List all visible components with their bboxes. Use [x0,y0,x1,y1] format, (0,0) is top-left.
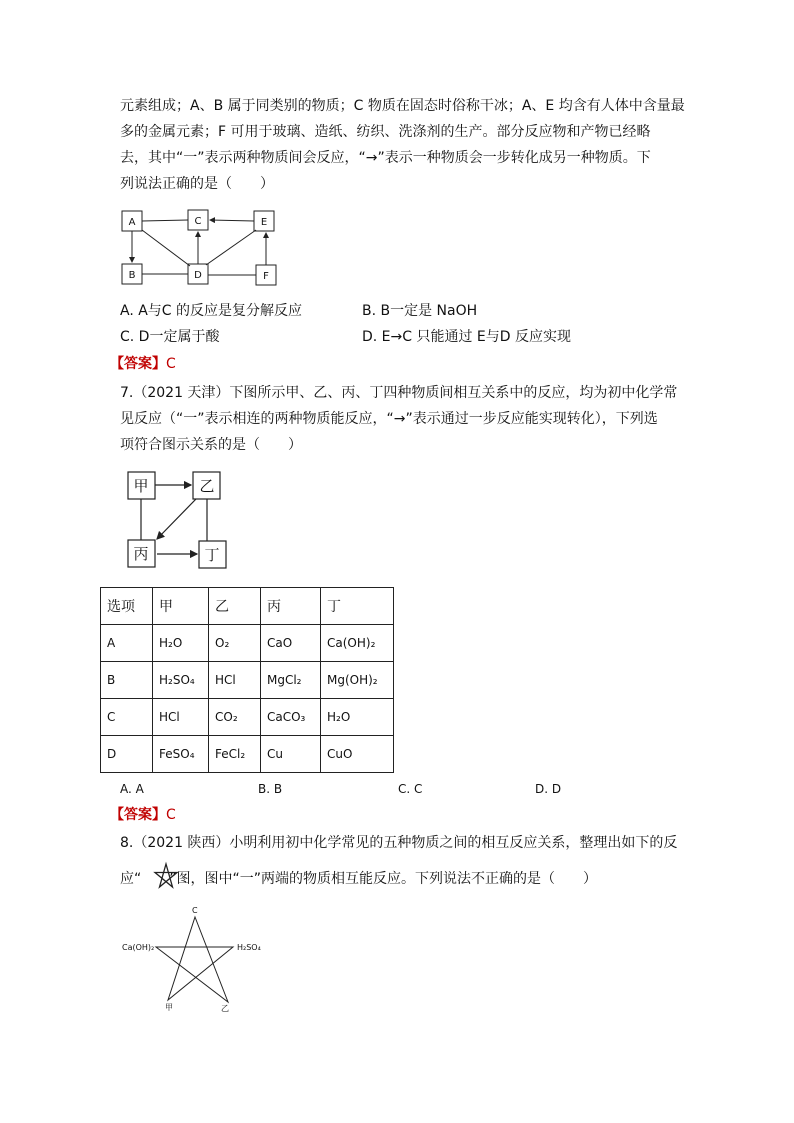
answer-value: C [166,807,176,823]
header-cell: 丙 [261,588,321,625]
answer-label: 【答案】 [110,356,166,372]
table-cell: MgCl₂ [261,662,321,699]
table-cell: D [101,736,153,773]
q7-text-line-2: 见反应（“一”表示相连的两种物质能反应，“→”表示通过一步反应能实现转化），下列选 [120,411,658,427]
node-bing: 丙 [133,545,149,563]
table-cell: HCl [153,699,209,736]
table-cell: C [101,699,153,736]
q7-option-b: B. B [258,782,283,796]
table-cell: CO₂ [209,699,261,736]
star-label-top: C [192,906,198,915]
q8-line2-post: ”图，图中“一”两端的物质相互能反应。下列说法不正确的是（ ） [169,871,598,887]
q6-option-a: A. A与C 的反应是复分解反应 [120,303,303,319]
table-cell: FeSO₄ [153,736,209,773]
q6-text-line-1: 元素组成；A、B 属于同类别的物质；C 物质在固态时俗称干冰；A、E 均含有人体中含量最 [120,98,685,114]
table-cell: A [101,625,153,662]
q8-text-line-1: 8.（2021 陕西）小明利用初中化学常见的五种物质之间的相互反应关系，整理出如下的反 [120,835,678,851]
header-cell: 丁 [321,588,394,625]
q7-option-a: A. A [120,782,144,796]
q6-text-line-3: 去，其中“一”表示两种物质间会反应，“→”表示一种物质会一步转化成另一种物质。下 [120,150,651,166]
header-cell: 甲 [153,588,209,625]
node-d: D [194,270,202,281]
table-cell: H₂O [321,699,394,736]
node-jia: 甲 [133,477,149,495]
q6-option-d: D. E→C 只能通过 E与D 反应实现 [362,329,572,345]
table-cell: CaO [261,625,321,662]
node-a: A [128,217,136,228]
table-cell: HCl [209,662,261,699]
q7-text-line-3: 项符合图示关系的是（ ） [120,437,302,453]
node-f: F [263,271,269,282]
q6-text-line-4: 列说法正确的是（ ） [120,176,274,192]
table-cell: B [101,662,153,699]
star-label-bottom-right: 乙 [221,1004,229,1013]
answer-label: 【答案】 [110,807,166,823]
table-cell: H₂SO₄ [153,662,209,699]
table-cell: O₂ [209,625,261,662]
q7-option-c: C. C [398,782,423,796]
answer-value: C [166,356,176,372]
header-cell: 选项 [101,588,153,625]
table-cell: FeCl₂ [209,736,261,773]
table-cell: CaCO₃ [261,699,321,736]
table-cell: CuO [321,736,394,773]
node-yi: 乙 [199,477,215,495]
table-cell: Cu [261,736,321,773]
star-label-right: H₂SO₄ [237,943,261,952]
q6-option-c: C. D一定属于酸 [120,329,220,345]
node-ding: 丁 [204,546,220,564]
node-b: B [128,270,136,281]
q7-text-line-1: 7.（2021 天津）下图所示甲、乙、丙、丁四种物质间相互关系中的反应，均为初中化学常 [120,385,678,401]
header-cell: 乙 [209,588,261,625]
q8-line2-pre: 应“ [120,871,142,887]
q6-option-b: B. B一定是 NaOH [362,303,478,319]
table-cell: Ca(OH)₂ [321,625,394,662]
node-e: E [260,217,268,228]
q6-text-line-2: 多的金属元素；F 可用于玻璃、造纸、纺织、洗涤剂的生产。部分反应物和产物已经略 [120,124,651,140]
table-cell: Mg(OH)₂ [321,662,394,699]
star-lines [156,917,233,1002]
table-cell: H₂O [153,625,209,662]
star-label-bottom-left: 甲 [165,1003,173,1012]
star-label-left: Ca(OH)₂ [122,943,155,952]
node-c: C [194,216,202,227]
q7-option-d: D. D [535,782,562,796]
